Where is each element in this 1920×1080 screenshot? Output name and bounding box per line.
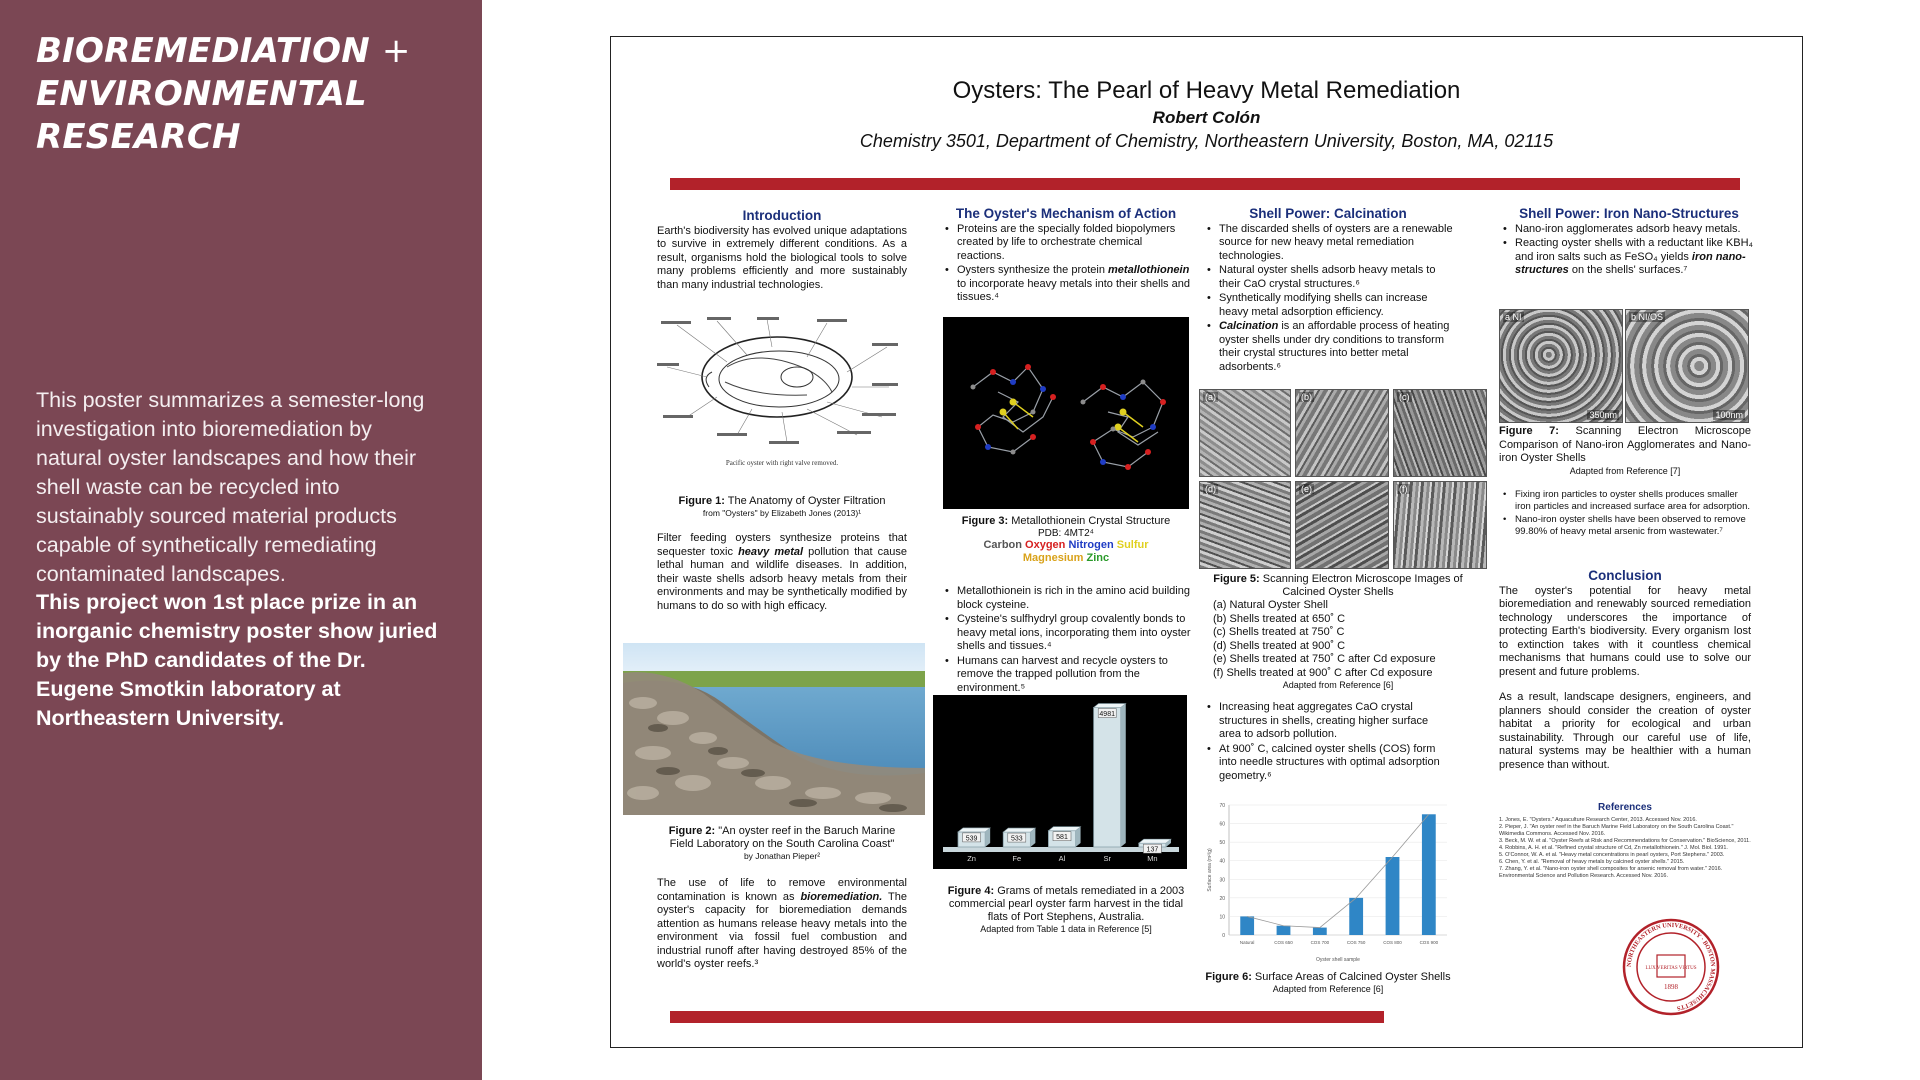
sem-image-e [1295, 481, 1389, 569]
references-section [1499, 801, 1751, 880]
sem-image-c [1393, 389, 1487, 477]
sem-label-e: (e) [1301, 484, 1312, 494]
bioremediation-text-b: The oyster's capacity for bioremediation demands attention as humans release heavy metals into the environment via fossil fuel combustion and industrial runoff after having destroyed 85% of the world's oyster reefs.³ [657, 890, 908, 970]
figure-2-oyster-reef-photo [623, 643, 925, 815]
fig6-xlabel: Oyster shell sample [1316, 957, 1360, 963]
reference-item: 5. O'Connor, W. A. et al. "Heavy metal concentrations in pearl oysters, Port Stephens." 2003. [1499, 851, 1725, 858]
fig6-category-4: COS 800 [1383, 940, 1402, 945]
fig4-category-Mn: Mn [1147, 854, 1158, 863]
figure-7-credit: Adapted from Reference [7] [1569, 465, 1681, 476]
fig4-data-label-Sr: 4981 [1099, 711, 1115, 719]
sem-image-b [1295, 389, 1389, 477]
iron-nano-emphasis: iron nano-structures [1515, 250, 1746, 276]
figure-2-credit: by Jonathan Pieper² [743, 851, 821, 861]
figure-2-caption [657, 825, 907, 862]
calcination-bullet-6: • At 900˚ C, calcined oyster shells (COS) form into needle structures with optimal adsorption geometry.⁶ [1203, 743, 1453, 784]
bottom-divider-bar [670, 1011, 1384, 1023]
column-introduction [657, 209, 907, 292]
fig4-bar-side-Sr [1121, 704, 1126, 847]
fig4-data-label-Al: 581 [1056, 834, 1068, 842]
fig4-bar-top-Fe [1003, 828, 1035, 832]
figure-7-caption [1499, 425, 1751, 477]
fig6-category-5: COS 900 [1419, 940, 1439, 945]
calcination-bullet-5: • Increasing heat aggregates CaO crystal structures in shells, creating higher surface area to adsorb pollution. [1203, 701, 1453, 742]
sem-scale-nano-iron-oyster: 100nm [1715, 410, 1743, 420]
calcination-bullet-3: • Synthetically modifying shells can increase heavy metal adsorption efficiency. [1203, 292, 1453, 319]
fig4-category-Sr: Sr [1103, 854, 1111, 863]
northeastern-seal [1621, 917, 1721, 1017]
fig6-ytick: 20 [1219, 895, 1225, 902]
calcination-heading: Shell Power: Calcination [1249, 206, 1407, 221]
calcination-bullets-2 [1203, 701, 1453, 784]
sem-label-nano-iron: a NI [1505, 312, 1522, 322]
sem-image-d [1199, 481, 1291, 569]
figure-5-list-item: (a) Natural Oyster Shell [1213, 599, 1328, 611]
fig6-bar-1 [1277, 926, 1291, 935]
calcination-bullet-1: • The discarded shells of oysters are a renewable source for new heavy metal remediation technologies. [1203, 223, 1453, 264]
mechanism-heading: The Oyster's Mechanism of Action [955, 206, 1177, 221]
figure-4-caption-text: Grams of metals remediated in a 2003 commercial pearl oyster farm harvest in the tidal flats of Port Stephens, Australia. [948, 885, 1185, 923]
poster [610, 36, 1803, 1048]
top-divider-bar [670, 178, 1740, 190]
atom-legend-row-2 [941, 552, 1191, 565]
column-mechanism [941, 207, 1191, 306]
fig6-ytick: 70 [1219, 803, 1225, 809]
fig4-category-Zn: Zn [967, 854, 976, 863]
calcination-bullet-4 [1203, 320, 1453, 374]
references-list [1499, 817, 1751, 880]
figure-2-caption-text: "An oyster reef in the Baruch Marine Field Laboratory on the South Carolina Coast" [669, 825, 896, 850]
conclusion-paragraph-1: The oyster's potential for heavy metal bioremediation and renewably sourced remediation technology underscores the importance of protecting Earth's biodiversity. Every organism lost to extinction takes with it countless chemical mechanisms that humans could use to solve our present and future problems. [1499, 584, 1751, 678]
figure-5-list-item: (d) Shells treated at 900˚ C [1213, 639, 1346, 652]
filter-feeding-text-a: Filter feeding oysters synthesize proteins that sequester toxic [657, 532, 907, 558]
mechanism-bullet-2-a: Oysters synthesize the protein [957, 264, 1105, 276]
fig6-ytick: 40 [1219, 858, 1225, 865]
calcination-emphasis: Calcination [1219, 320, 1279, 332]
seal-year: 1898 [1664, 983, 1678, 991]
fig6-bar-4 [1386, 857, 1400, 935]
fig6-category-0: Natural [1239, 940, 1255, 945]
project-description: This poster summarizes a semester-long investigation into bioremediation by natural oyster landscapes and how their shell waste can be recycled into sustainably sourced material products capable of synthetically remediating contaminated landscapes. [36, 388, 425, 586]
figure-5-list-item: (f) Shells treated at 900˚ C after Cd exposure [1213, 666, 1433, 679]
mechanism-bullet-2-b: to incorporate heavy metals into their shells and tissues.⁴ [957, 277, 1190, 303]
introduction-text: Earth's biodiversity has evolved unique adaptations to survive in extremely different conditions. As a result, organisms hold the biological tools to solve many problems efficiently and more sustainably than many industrial technologies. [657, 224, 907, 291]
legend-zinc: Zinc [1086, 552, 1110, 564]
legend-magnesium: Magnesium [1022, 552, 1087, 564]
fig4-category-Al: Al [1058, 854, 1066, 863]
figure-1-label: Figure 1: [678, 495, 725, 507]
figure-2-label: Figure 2: [668, 825, 716, 837]
figure-4-chart [933, 695, 1187, 869]
calcination-bullet-2: • Natural oyster shells adsorb heavy metals to their CaO crystal structures.⁶ [1203, 264, 1453, 291]
fig6-category-1: COS 650 [1274, 940, 1293, 945]
fig6-ytick: 10 [1219, 914, 1225, 921]
bioremediation-text-a: The use of life to remove environmental contamination is known as [657, 877, 907, 903]
figure-6-chart-svg [1203, 795, 1453, 965]
sem-image-nano-iron [1499, 309, 1623, 423]
legend-carbon: Carbon [983, 539, 1026, 551]
figure-7-caption-text: Scanning Electron Microscope Comparison of Nano-iron Agglomerates and Nano-iron Oyster Shells [1499, 425, 1752, 464]
reference-item: 3. Beck, M. W. et al. "Oyster Reefs at Risk and Recommendations for Conservation." BioScience, 2011. [1499, 837, 1751, 844]
sidebar-panel [0, 0, 482, 1080]
legend-nitrogen: Nitrogen [1068, 539, 1117, 551]
sem-label-b: (b) [1301, 392, 1312, 402]
figure-3-crystal-structure [943, 317, 1189, 509]
bioremediation-text [657, 877, 907, 972]
fig6-ytick: 0 [1222, 933, 1225, 939]
figure-5-credit: Adapted from Reference [6] [1282, 680, 1394, 690]
fig6-bar-2 [1313, 928, 1327, 935]
metallothionein-bullets [941, 585, 1191, 696]
fig4-category-Fe: Fe [1012, 854, 1022, 863]
title-line-3: RESEARCH [36, 117, 241, 157]
iron-nano-heading: Shell Power: Iron Nano-Structures [1519, 206, 1739, 221]
fig4-bar-top-Mn [1139, 839, 1171, 843]
fig6-bar-0 [1240, 916, 1254, 935]
figure-5-caption [1203, 573, 1473, 691]
sem-image-f [1393, 481, 1487, 569]
figure-4-chart-svg [933, 695, 1187, 869]
figure-4-label: Figure 4: [947, 885, 995, 897]
figure-1-illustration [657, 317, 907, 487]
poster-title: Oysters: The Pearl of Heavy Metal Remediation [952, 77, 1461, 104]
filter-feeding-text-b: pollution that cause lethal human and wildlife diseases. In addition, their waste shells adsorb heavy metals from their environments and may be synthetically modified by humans to do so with high efficacy. [657, 545, 907, 612]
reference-item: Wikimedia Commons. Accessed Nov. 2016. [1499, 830, 1606, 837]
reference-item: 2. Pieper, J. "An oyster reef in the Baruch Marine Field Laboratory on the South Carolina Coast." [1499, 823, 1734, 830]
figure-6-caption [1203, 971, 1453, 995]
fig4-data-label-Mn: 137 [1146, 846, 1159, 854]
figure-6-caption-text: Surface Areas of Calcined Oyster Shells [1254, 971, 1451, 983]
reference-item: 6. Chen, Y. et al. "Removal of heavy metals by calcined oyster shells." 2015. [1499, 858, 1685, 865]
sem-scale-nano-iron: 350nm [1589, 410, 1617, 420]
figure-3-caption [941, 515, 1191, 565]
fig4-data-label-Fe: 533 [1010, 835, 1023, 843]
sem-label-c: (c) [1399, 392, 1410, 402]
fig6-ylabel: Surface area (m²/g) [1207, 848, 1213, 892]
figure-4-credit: Adapted from Table 1 data in Reference [5] [980, 924, 1152, 934]
seal-motto: LUX VERITAS VIRTUS [1645, 966, 1697, 971]
calcination-bullet-4-text: is an affordable process of heating oyster shells under dry conditions to transform their crystal structures into better metal adsorbents.⁶ [1219, 320, 1450, 373]
introduction-heading: Introduction [742, 208, 822, 223]
figure-3-caption-text: Metallothionein Crystal Structure [1011, 515, 1171, 527]
iron-bullet-3: • Fixing iron particles to oyster shells produces smaller iron particles and increased surface area for adsorption. [1499, 489, 1751, 513]
figure-5-list-item: (e) Shells treated at 750˚ C after Cd exposure [1213, 653, 1436, 665]
mechanism-bullet-5: • Humans can harvest and recycle oysters to remove the trapped pollution from the environment.⁵ [941, 655, 1191, 696]
atom-legend-row-1 [941, 539, 1191, 552]
iron-bullet-2 [1499, 237, 1759, 278]
fig6-ytick: 50 [1219, 840, 1225, 847]
iron-bullet-1: • Nano-iron agglomerates adsorb heavy metals. [1499, 223, 1759, 237]
sem-label-a: (a) [1205, 392, 1216, 402]
figure-6-credit: Adapted from Reference [6] [1272, 984, 1384, 994]
sem-label-d: (d) [1205, 484, 1216, 494]
figure-5-list [1203, 599, 1473, 680]
heavy-metal-emphasis: heavy metal [738, 545, 804, 558]
fig4-bar-top-Al [1048, 827, 1080, 831]
mechanism-bullet-1: • Proteins are the specially folded biopolymers created by life to orchestrate chemical reactions. [941, 223, 1191, 264]
iron-bullets-2 [1499, 489, 1751, 539]
fig6-ytick: 30 [1219, 877, 1225, 884]
fig6-category-2: COS 700 [1310, 940, 1330, 945]
title-line-2: ENVIRONMENTAL [36, 74, 367, 114]
figure-6-label: Figure 6: [1205, 971, 1252, 983]
fig6-bar-3 [1349, 898, 1363, 935]
figure-7-label: Figure 7: [1499, 425, 1559, 437]
fig4-bar-top-Sr [1094, 704, 1126, 708]
reference-item: 4. Robbins, A. H. et al. "Refined crystal structure of Cd, Zn metallothionein." J. Mol. Biol. 1991. [1499, 844, 1728, 851]
figure-3-pdb: PDB: 4MT2⁴ [1038, 528, 1094, 539]
figure-5-list-item: (b) Shells treated at 650˚ C [1213, 612, 1346, 625]
figure-1-caption [657, 495, 907, 519]
sem-label-f: (f) [1399, 484, 1408, 494]
column-calcination [1203, 207, 1453, 375]
conclusion-section [1499, 569, 1751, 772]
legend-sulfur: Sulfur [1116, 539, 1149, 551]
mechanism-bullet-3: • Metallothionein is rich in the amino acid building block cysteine. [941, 585, 1191, 612]
iron-bullet-2-a: Reacting oyster shells with a reductant like KBH₄ and iron salts such as FeSO₄ yields [1515, 237, 1754, 263]
figure-1-credit: from "Oysters" by Elizabeth Jones (2013)¹ [702, 508, 862, 518]
fig6-trend-line [1247, 814, 1429, 927]
legend-oxygen: Oxygen [1025, 539, 1069, 551]
project-title [36, 30, 411, 159]
figure-3-label: Figure 3: [961, 515, 1009, 527]
figure-5-list-item: (c) Shells treated at 750˚ C [1213, 626, 1345, 638]
poster-affiliation: Chemistry 3501, Department of Chemistry, Northeastern University, Boston, MA, 02115 [859, 131, 1554, 151]
conclusion-heading: Conclusion [1588, 568, 1662, 583]
iron-bullet-4: • Nano-iron oyster shells have been observed to remove 99.80% of heavy metal arsenic from wastewater.⁷ [1499, 514, 1751, 538]
figure-1-caption-text: The Anatomy of Oyster Filtration [727, 495, 886, 507]
title-plus: + [381, 31, 411, 71]
iron-bullet-2-b: on the shells' surfaces.⁷ [1571, 264, 1688, 276]
title-line-1: BIOREMEDIATION [36, 31, 370, 71]
references-heading: References [1598, 802, 1652, 813]
fig4-bar-Sr [1094, 708, 1121, 847]
filter-feeding-text [657, 532, 907, 613]
fig6-category-3: COS 750 [1346, 940, 1366, 945]
figure-5-label: Figure 5: [1213, 573, 1260, 585]
fig4-bar-top-Zn [958, 828, 990, 832]
fig6-bar-5 [1422, 814, 1436, 935]
sem-image-a [1199, 389, 1291, 477]
figure-5-caption-text: Scanning Electron Microscope Images of Calcined Oyster Shells [1262, 573, 1463, 598]
sem-image-nano-iron-oyster [1625, 309, 1749, 423]
reference-item: 1. Jones, E. "Oysters." Aquaculture Research Center, 2013. Accessed Nov. 2016. [1499, 816, 1697, 823]
figure-1-inner-caption: Pacific oyster with right valve removed. [725, 459, 839, 467]
award-statement: This project won 1st place prize in an inorganic chemistry poster show juried by the PhD candidates of the Dr. Eugene Smotkin laboratory at Northeastern University. [36, 590, 438, 730]
conclusion-paragraph-2: As a result, landscape designers, engineers, and planners should consider the creation of oyster habitat a priority for ecological and urban sustainability. Through our careful use of life, natural systems may be healthier with a human presence than without. [1499, 691, 1751, 771]
sem-label-nano-iron-oyster: b NI/OS [1631, 312, 1664, 322]
fig6-ytick: 60 [1219, 821, 1225, 828]
metallothionein-emphasis: metallothionein [1108, 264, 1190, 276]
mechanism-bullet-4: • Cysteine's sulfhydryl group covalently bonds to heavy metal ions, incorporating them into oyster shells and tissues.⁴ [941, 613, 1191, 654]
reference-item: Environmental Science and Pollution Research. Accessed Nov. 2016. [1499, 872, 1668, 879]
bioremediation-emphasis: bioremediation. [800, 890, 883, 903]
column-iron-nano [1499, 207, 1759, 279]
figure-4-caption [941, 885, 1191, 935]
reference-item: 7. Zhang, Y. et al. "Nano-iron oyster shell composites for arsenic removal from water." 2016. [1499, 865, 1723, 872]
figure-6-chart [1203, 795, 1453, 965]
poster-author: Robert Colón [1152, 108, 1261, 127]
mechanism-bullet-2 [941, 264, 1191, 305]
seal-ring-text: NORTHEASTERN UNIVERSITY · BOSTON MASSACHUSETTS [1625, 921, 1717, 1012]
fig4-data-label-Zn: 539 [965, 835, 978, 843]
